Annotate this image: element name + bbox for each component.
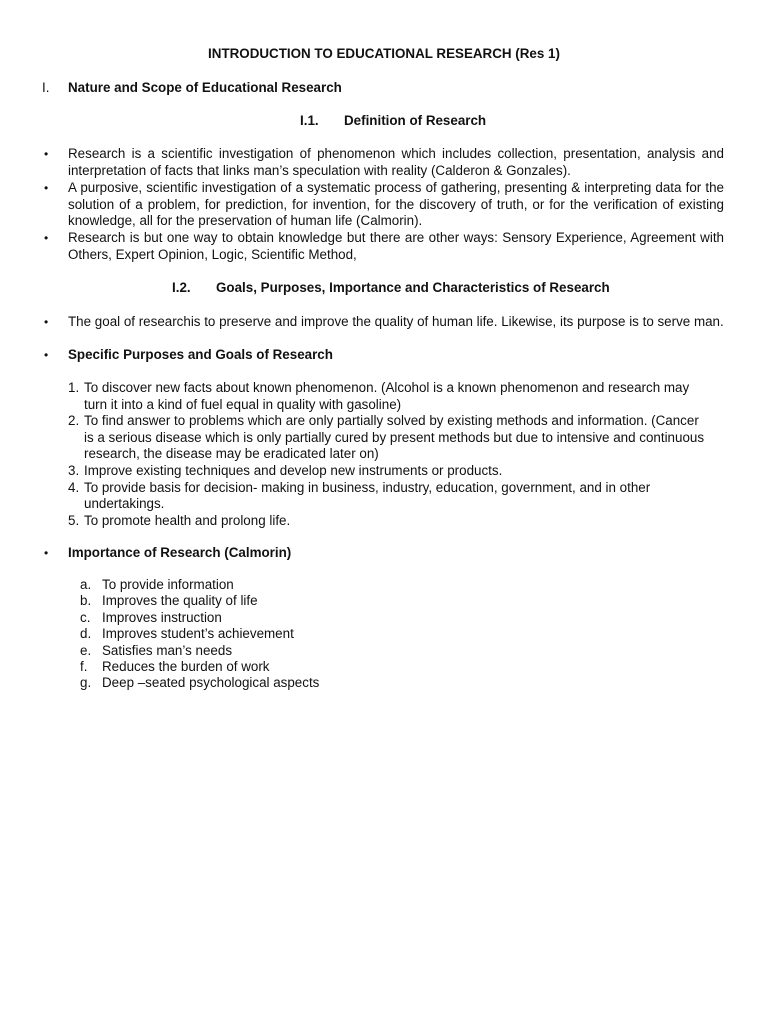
list-item [68,513,708,530]
list-item [68,413,708,463]
bullet-text: Research is a scientific investigation of phenomenon which includes collection, presentation, analysis and interpretation of facts that links man’s speculation with reality (Calderon & Gonzales). [68,146,724,178]
subsection-number: I.1. [300,113,319,128]
bullet-icon: • [44,546,49,560]
list-item [80,643,480,659]
list-item [68,380,708,413]
subsection-number: I.2. [172,280,191,295]
bullet-text: Importance of Research (Calmorin) [68,545,292,560]
list-number: 3. [68,462,80,478]
list-text: Improve existing techniques and develop new instruments or products. [84,462,503,478]
bullet-text: Research is but one way to obtain knowledge but there are other ways: Sensory Experience, Agreement with Others, Expert Opinion, Logic, Scientific Method, [68,230,724,262]
bullet-icon: • [44,181,49,195]
list-item [68,480,708,513]
list-text: Improves instruction [102,609,222,625]
section-title: Nature and Scope of Educational Research [68,80,342,95]
document-title: INTRODUCTION TO EDUCATIONAL RESEARCH (Res 1) [208,46,560,61]
list-item [80,577,480,593]
list-letter: d. [80,626,92,642]
list-item [80,675,480,691]
list-text: To provide basis for decision- making in business, industry, education, government, and in other undertakings. [84,479,651,512]
subsection-title: Goals, Purposes, Importance and Characteristics of Research [216,280,610,295]
bullet-icon: • [44,147,49,161]
list-number: 4. [68,479,80,495]
bullet-icon: • [44,315,49,329]
list-number: 2. [68,413,80,429]
bullet-text: The goal of researchis to preserve and improve the quality of human life. Likewise, its purpose is to serve man. [68,314,724,329]
list-text: To promote health and prolong life. [84,512,291,528]
bullet-text: Specific Purposes and Goals of Research [68,347,333,362]
list-text: Satisfies man’s needs [102,642,233,658]
list-letter: f. [80,659,88,675]
bullet-icon: • [44,348,49,362]
list-letter: a. [80,577,92,592]
list-item [80,659,480,675]
bullet-icon: • [44,231,49,245]
list-text: To provide information [102,577,234,592]
list-text: Improves student’s achievement [102,626,294,642]
list-item [80,626,480,642]
list-item [80,610,480,626]
specific-purposes-list [68,380,708,529]
list-letter: b. [80,593,92,609]
list-text: To discover new facts about known phenomenon. (Alcohol is a known phenomenon and research may turn it into a kind of fuel equal in quality with gasoline) [84,380,690,412]
list-item [80,593,480,609]
list-text: Reduces the burden of work [102,659,270,675]
importance-list [80,577,480,692]
list-text: To find answer to problems which are only partially solved by existing methods and information. (Cancer is a serious disease which is only partially cured by present methods but due to intensive and continuous research, the disease may be eradicated later on) [84,413,705,462]
section-number: I. [42,80,50,95]
list-item [68,463,708,480]
list-text: Deep –seated psychological aspects [102,675,320,691]
bullet-text: A purposive, scientific investigation of a systematic process of gathering, presenting & interpreting data for the solution of a problem, for prediction, for invention, for the discovery of truth, or for the verification of existing knowledge, all for the preservation of human life (Calmorin). [68,180,724,229]
list-letter: e. [80,642,92,658]
list-text: Improves the quality of life [102,593,258,609]
list-number: 1. [68,380,80,395]
subsection-title: Definition of Research [344,113,487,128]
list-number: 5. [68,512,80,528]
list-letter: c. [80,609,91,625]
list-letter: g. [80,675,92,691]
